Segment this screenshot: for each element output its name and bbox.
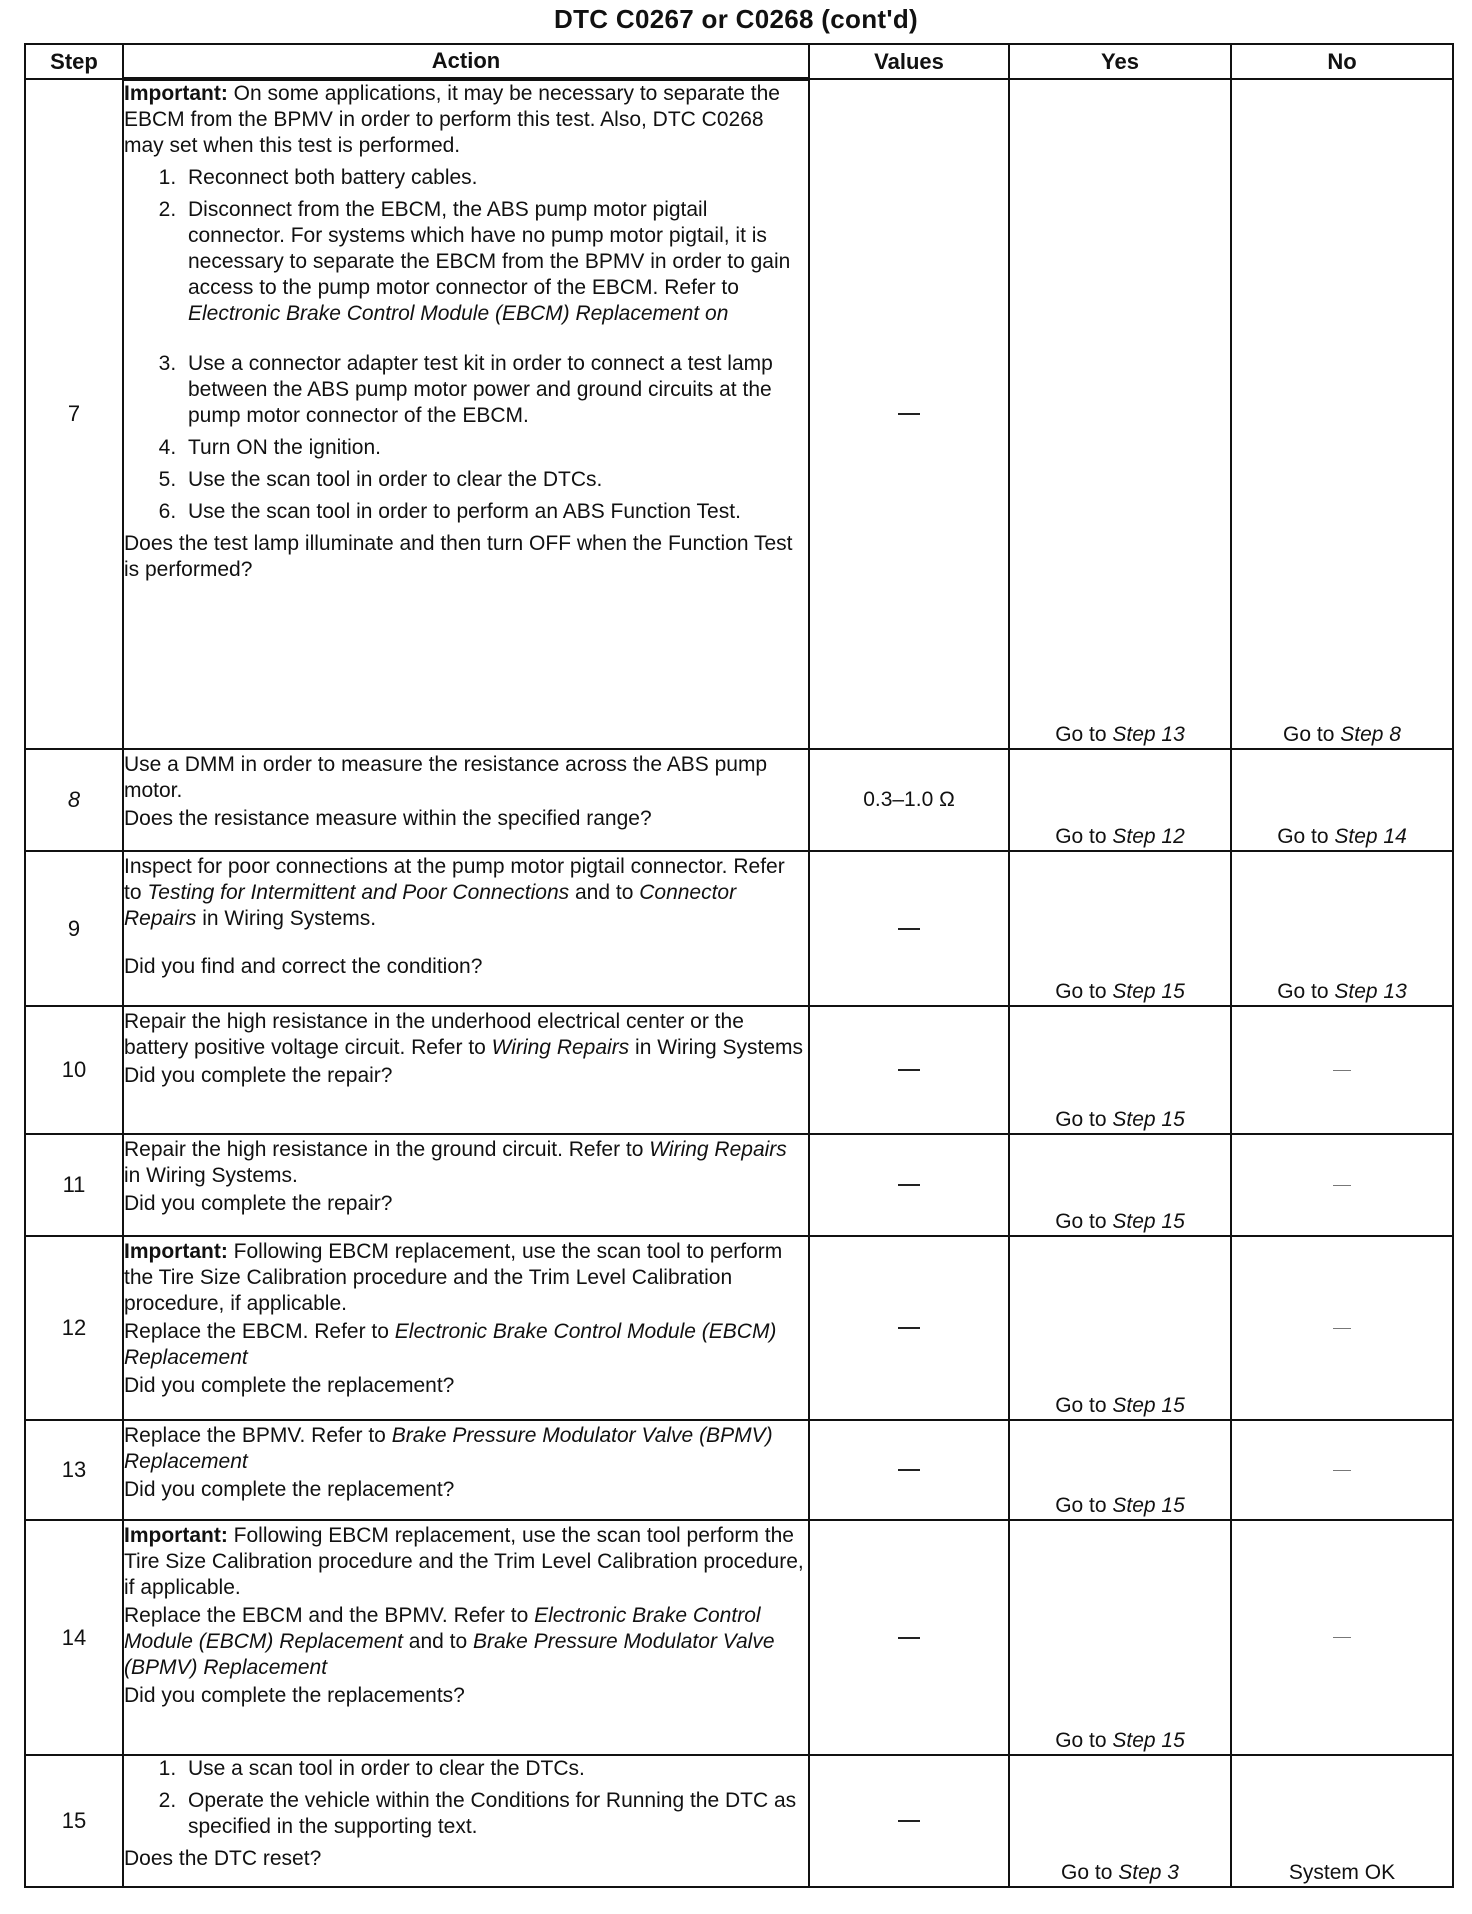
header-row xyxy=(25,44,1453,79)
action-cell xyxy=(123,1520,809,1755)
step-number: 7 xyxy=(25,79,123,749)
table-row xyxy=(25,749,1453,851)
table-row xyxy=(25,851,1453,1006)
action-cell xyxy=(123,749,809,851)
action-cell xyxy=(123,1006,809,1134)
text-span: Repair the high resistance in the ground circuit. Refer to xyxy=(124,1138,650,1161)
list-item-text: Use a scan tool in order to clear the DTCs. xyxy=(188,1757,585,1780)
action-cell xyxy=(123,1755,809,1887)
important-text: Following EBCM replacement, use the scan tool perform the Tire Size Calibration procedure and the Trim Level Calibration procedure, if applicable. xyxy=(124,1524,804,1599)
step-number: 14 xyxy=(25,1520,123,1755)
step-link[interactable]: Step 12 xyxy=(1112,825,1185,848)
important-label: Important: xyxy=(124,1240,228,1263)
procedure-list xyxy=(124,1756,808,1840)
list-item-text: Operate the vehicle within the Conditions for Running the DTC as specified in the supporting text. xyxy=(188,1789,797,1838)
step-number: 15 xyxy=(25,1755,123,1887)
step-number: 13 xyxy=(25,1420,123,1520)
list-item-text: Use a connector adapter test kit in order to connect a test lamp between the ABS pump motor power and ground circuits at the pump motor connector of the EBCM. xyxy=(188,352,773,427)
table-row xyxy=(25,1520,1453,1755)
reference-link[interactable]: Electronic Brake Control Module (EBCM) Replacement xyxy=(124,1320,777,1369)
action-text xyxy=(124,1603,808,1681)
no-cell: System OK xyxy=(1231,1755,1453,1887)
question-text: Does the resistance measure within the specified range? xyxy=(124,807,652,830)
table-row xyxy=(25,1134,1453,1236)
step-link[interactable]: Step 14 xyxy=(1334,825,1407,848)
values-cell xyxy=(809,1755,1009,1887)
step-number: 10 xyxy=(25,1006,123,1134)
reference-link[interactable]: Brake Pressure Modulator Valve (BPMV) Replacement xyxy=(124,1630,775,1679)
question-text: Does the test lamp illuminate and then turn OFF when the Function Test is performed? xyxy=(124,532,793,581)
header-action: Action xyxy=(123,44,809,79)
text-span: in Wiring Systems xyxy=(629,1036,804,1059)
goto-prefix: Go to xyxy=(1055,1494,1113,1517)
step-link[interactable]: Step 15 xyxy=(1112,1394,1185,1417)
action-cell xyxy=(123,851,809,1006)
no-cell xyxy=(1231,1006,1453,1134)
action-cell xyxy=(123,79,809,749)
yes-cell xyxy=(1009,851,1231,1006)
values-cell xyxy=(809,1420,1009,1520)
step-link[interactable]: Step 15 xyxy=(1112,1210,1185,1233)
yes-cell xyxy=(1009,1520,1231,1755)
table-row xyxy=(25,1420,1453,1520)
action-cell xyxy=(123,1134,809,1236)
important-label: Important: xyxy=(124,82,228,105)
important-label: Important: xyxy=(124,1524,228,1547)
step-link[interactable]: Step 15 xyxy=(1112,980,1185,1003)
step-link[interactable]: Step 13 xyxy=(1334,980,1407,1003)
goto-prefix: Go to xyxy=(1055,1210,1113,1233)
action-text xyxy=(124,1423,808,1475)
list-item xyxy=(182,435,808,461)
yes-cell xyxy=(1009,79,1231,749)
action-text: Use a DMM in order to measure the resistance across the ABS pump motor. xyxy=(124,753,768,802)
question-text: Did you complete the replacement? xyxy=(124,1374,455,1397)
goto-prefix: Go to xyxy=(1277,825,1335,848)
yes-cell xyxy=(1009,1420,1231,1520)
yes-cell xyxy=(1009,1006,1231,1134)
step-link[interactable]: Step 15 xyxy=(1112,1108,1185,1131)
header-no: No xyxy=(1231,44,1453,79)
goto-prefix: Go to xyxy=(1055,825,1113,848)
values-cell xyxy=(809,79,1009,749)
dash-mark xyxy=(898,1820,920,1822)
question-text: Does the DTC reset? xyxy=(124,1847,322,1870)
header-yes: Yes xyxy=(1009,44,1231,79)
step-link[interactable]: Step 13 xyxy=(1112,723,1185,746)
action-cell xyxy=(123,1236,809,1420)
step-link[interactable]: Step 3 xyxy=(1118,1861,1179,1884)
dash-mark xyxy=(1333,1637,1351,1638)
list-item xyxy=(182,1756,808,1782)
goto-prefix: Go to xyxy=(1055,723,1113,746)
reference-link[interactable]: Electronic Brake Control Module (EBCM) Replacement xyxy=(124,1604,761,1653)
header-values: Values xyxy=(809,44,1009,79)
reference-link[interactable]: Connector Repairs xyxy=(124,881,737,930)
list-item xyxy=(182,499,808,525)
important-text: Following EBCM replacement, use the scan tool to perform the Tire Size Calibration procedure and the Trim Level Calibration procedure, if applicable. xyxy=(124,1240,783,1315)
values-cell xyxy=(809,1006,1009,1134)
no-cell xyxy=(1231,1134,1453,1236)
text-span: Replace the BPMV. Refer to xyxy=(124,1424,392,1447)
table-row xyxy=(25,1236,1453,1420)
goto-prefix: Go to xyxy=(1055,1729,1113,1752)
goto-prefix: Go to xyxy=(1061,1861,1119,1884)
dash-mark xyxy=(898,1637,920,1639)
dash-mark xyxy=(898,928,920,930)
no-cell xyxy=(1231,749,1453,851)
no-cell xyxy=(1231,1236,1453,1420)
table-row xyxy=(25,79,1453,749)
text-span: in Wiring Systems. xyxy=(124,1164,298,1187)
list-item xyxy=(182,197,808,345)
dash-mark xyxy=(898,413,920,415)
reference-link[interactable]: Wiring Repairs xyxy=(491,1036,630,1059)
text-span: Replace the EBCM. Refer to xyxy=(124,1320,395,1343)
table-row xyxy=(25,1755,1453,1887)
dash-mark xyxy=(1333,1328,1351,1329)
procedure-list xyxy=(124,165,808,525)
important-note xyxy=(124,81,808,159)
list-item-text: Reconnect both battery cables. xyxy=(188,166,478,189)
step-number: 12 xyxy=(25,1236,123,1420)
important-note xyxy=(124,1523,808,1601)
list-item xyxy=(182,467,808,493)
important-note xyxy=(124,1239,808,1317)
values-cell xyxy=(809,1520,1009,1755)
action-text xyxy=(124,1009,808,1061)
dash-mark xyxy=(898,1184,920,1186)
action-cell xyxy=(123,1420,809,1520)
step-number: 9 xyxy=(25,851,123,1006)
values-cell xyxy=(809,1134,1009,1236)
question-text: Did you find and correct the condition? xyxy=(124,955,483,978)
dash-mark xyxy=(1333,1470,1351,1471)
no-cell xyxy=(1231,1420,1453,1520)
text-span: Inspect for poor connections at the pump motor pigtail connector. Refer to xyxy=(124,855,785,904)
yes-cell xyxy=(1009,1134,1231,1236)
question-text: Did you complete the replacement? xyxy=(124,1478,455,1501)
dash-mark xyxy=(898,1327,920,1329)
list-item-text: Use the scan tool in order to clear the DTCs. xyxy=(188,468,603,491)
goto-prefix: Go to xyxy=(1277,980,1335,1003)
step-link[interactable]: Step 8 xyxy=(1340,723,1401,746)
header-step: Step xyxy=(25,44,123,79)
text-span: and to xyxy=(569,881,640,904)
question-text: Did you complete the repair? xyxy=(124,1192,393,1215)
list-item xyxy=(182,1788,808,1840)
list-item-text: Turn ON the ignition. xyxy=(188,436,381,459)
step-link[interactable]: Step 15 xyxy=(1112,1729,1185,1752)
values-cell xyxy=(809,851,1009,1006)
values-cell xyxy=(809,1236,1009,1420)
step-number: 11 xyxy=(25,1134,123,1236)
table-row xyxy=(25,1006,1453,1134)
question-text: Did you complete the repair? xyxy=(124,1064,393,1087)
reference-link[interactable]: Electronic Brake Control Module (EBCM) Replacement on xyxy=(188,302,729,325)
list-item-text: Disconnect from the EBCM, the ABS pump motor pigtail connector. For systems which have no pump motor pigtail, it is necessary to separate the EBCM from the BPMV in order to gain access to the pump motor connector of the EBCM. Refer to xyxy=(188,198,791,299)
goto-prefix: Go to xyxy=(1055,1108,1113,1131)
list-item xyxy=(182,165,808,191)
reference-link[interactable]: Brake Pressure Modulator Valve (BPMV) Replacement xyxy=(124,1424,773,1473)
text-span: in Wiring Systems. xyxy=(196,907,377,930)
step-number xyxy=(25,749,123,851)
no-cell xyxy=(1231,79,1453,749)
dash-mark xyxy=(1333,1070,1351,1071)
goto-prefix: Go to xyxy=(1055,1394,1113,1417)
diagnostic-table xyxy=(24,43,1454,1888)
dash-mark xyxy=(898,1469,920,1471)
important-text: On some applications, it may be necessary to separate the EBCM from the BPMV in order to perform this test. Also, DTC C0268 may set when this test is performed. xyxy=(124,82,780,157)
page-title: DTC C0267 or C0268 (cont'd) xyxy=(554,4,918,34)
list-item xyxy=(182,351,808,429)
text-span: Repair the high resistance in the underhood electrical center or the battery positive voltage circuit. Refer to xyxy=(124,1010,744,1059)
action-text xyxy=(124,1137,808,1189)
dash-mark xyxy=(898,1069,920,1071)
dash-mark xyxy=(1333,1185,1351,1186)
action-text xyxy=(124,854,808,932)
goto-prefix: Go to xyxy=(1055,980,1113,1003)
step-link[interactable]: Step 15 xyxy=(1112,1494,1185,1517)
reference-link[interactable]: Testing for Intermittent and Poor Connections xyxy=(147,881,570,904)
no-cell xyxy=(1231,851,1453,1006)
yes-cell xyxy=(1009,749,1231,851)
list-item-text: Use the scan tool in order to perform an ABS Function Test. xyxy=(188,500,741,523)
question-text: Did you complete the replacements? xyxy=(124,1684,465,1707)
no-cell xyxy=(1231,1520,1453,1755)
reference-link[interactable]: Wiring Repairs xyxy=(649,1138,787,1161)
yes-cell xyxy=(1009,1236,1231,1420)
values-cell: 0.3–1.0 Ω xyxy=(809,749,1009,851)
text-span: and to xyxy=(402,1630,473,1653)
text-span: Replace the EBCM and the BPMV. Refer to xyxy=(124,1604,535,1627)
action-text xyxy=(124,1319,808,1371)
yes-cell xyxy=(1009,1755,1231,1887)
step-number-text: 8 xyxy=(67,787,81,812)
goto-prefix: Go to xyxy=(1283,723,1341,746)
